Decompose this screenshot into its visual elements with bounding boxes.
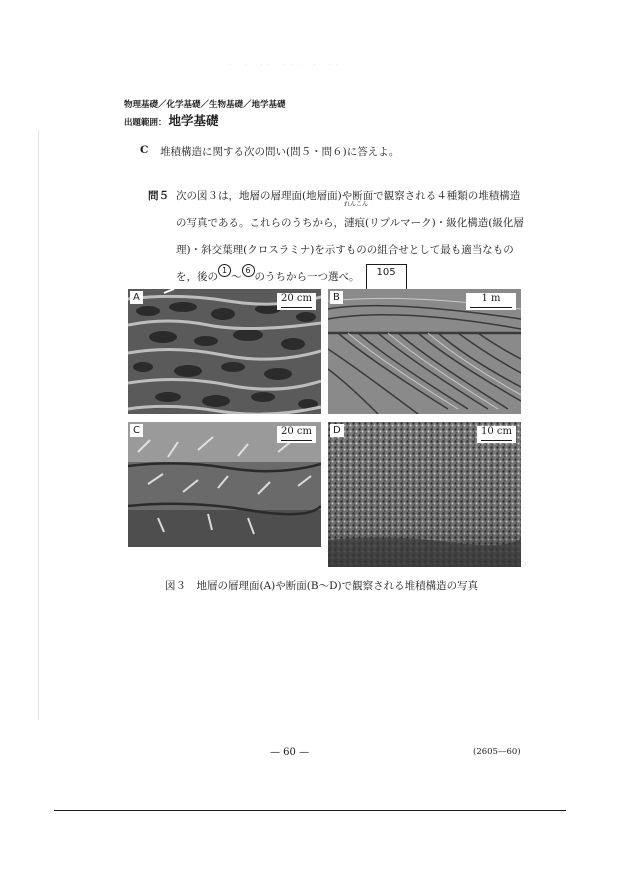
photo-d-scale (477, 426, 516, 443)
question-text-4b: のうちから一つ選べ。 (254, 271, 360, 283)
section-letter: C (140, 144, 149, 156)
photo-a (128, 289, 321, 414)
choice-1-circle: 1 (218, 264, 231, 277)
photo-c-scale-bar (281, 438, 312, 441)
photo-c-scale-text: 20 cm (281, 426, 312, 437)
photo-a-label: A (130, 291, 143, 304)
photo-b-scale (466, 293, 516, 310)
subjects-header: 物理基礎／化学基礎／生物基礎／地学基礎 (124, 100, 286, 110)
photo-b (328, 289, 521, 414)
photo-a-scale-text: 20 cm (281, 293, 312, 304)
photo-d (328, 422, 521, 567)
question-text-1: 次の図３は，地層の層理面(地層面)や断面で観察される４種類の堆積構造 (176, 190, 521, 202)
photo-c (128, 422, 321, 547)
question-line-1 (148, 183, 521, 210)
question-block (148, 183, 524, 291)
scope-line (124, 111, 219, 129)
question-text-2a: の写真である。これらのうちから， (176, 217, 344, 229)
scope-subject: 地学基礎 (168, 113, 219, 128)
range-separator: ～ (231, 271, 242, 283)
bottom-rule (54, 810, 566, 811)
photo-a-scale-bar (281, 305, 312, 308)
photo-d-image (328, 422, 521, 567)
scan-margin-line (38, 130, 39, 720)
section-heading (140, 144, 399, 159)
question-line-2 (148, 201, 524, 237)
section-text: 堆積構造に関する次の問い(問５・問６)に答えよ。 (160, 146, 400, 158)
photo-d-label: D (330, 424, 344, 437)
ruby-base: 漣痕 (344, 217, 365, 229)
ruby-reading: れんこん (344, 201, 369, 208)
photo-c-label: C (130, 424, 143, 437)
question-line-3 (148, 237, 514, 264)
ruby-ripple (344, 201, 369, 237)
page-code: (2605—60) (473, 747, 521, 757)
question-text-3: 理)・斜交葉理(クロスラミナ)を示すものの組合せとして最も適当なもの (176, 244, 514, 256)
photo-a-scale (277, 293, 316, 310)
photo-b-scale-text: 1 m (481, 293, 501, 304)
scope-label: 出題範囲： (124, 118, 167, 128)
photo-c-scale (277, 426, 316, 443)
question-line-4 (148, 264, 503, 291)
photo-d-scale-text: 10 cm (481, 426, 512, 437)
choice-6-circle: 6 (242, 264, 255, 277)
scan-noise: · · ·· ··· · ·· (230, 62, 344, 68)
question-text-4a: を，後の (176, 271, 218, 283)
photo-b-scale-bar (470, 305, 512, 308)
photo-d-scale-bar (481, 438, 512, 441)
question-number: 問５ (148, 190, 169, 202)
page-number: — 60 — (270, 747, 310, 758)
figure-caption: 図３ 地層の層理面(A)や断面(B～D)で観察される堆積構造の写真 (165, 580, 479, 592)
photo-b-label: B (330, 291, 343, 304)
question-text-2b: (リプルマーク)・級化構造(級化層 (365, 217, 524, 229)
answer-box[interactable]: 105 (366, 264, 407, 291)
